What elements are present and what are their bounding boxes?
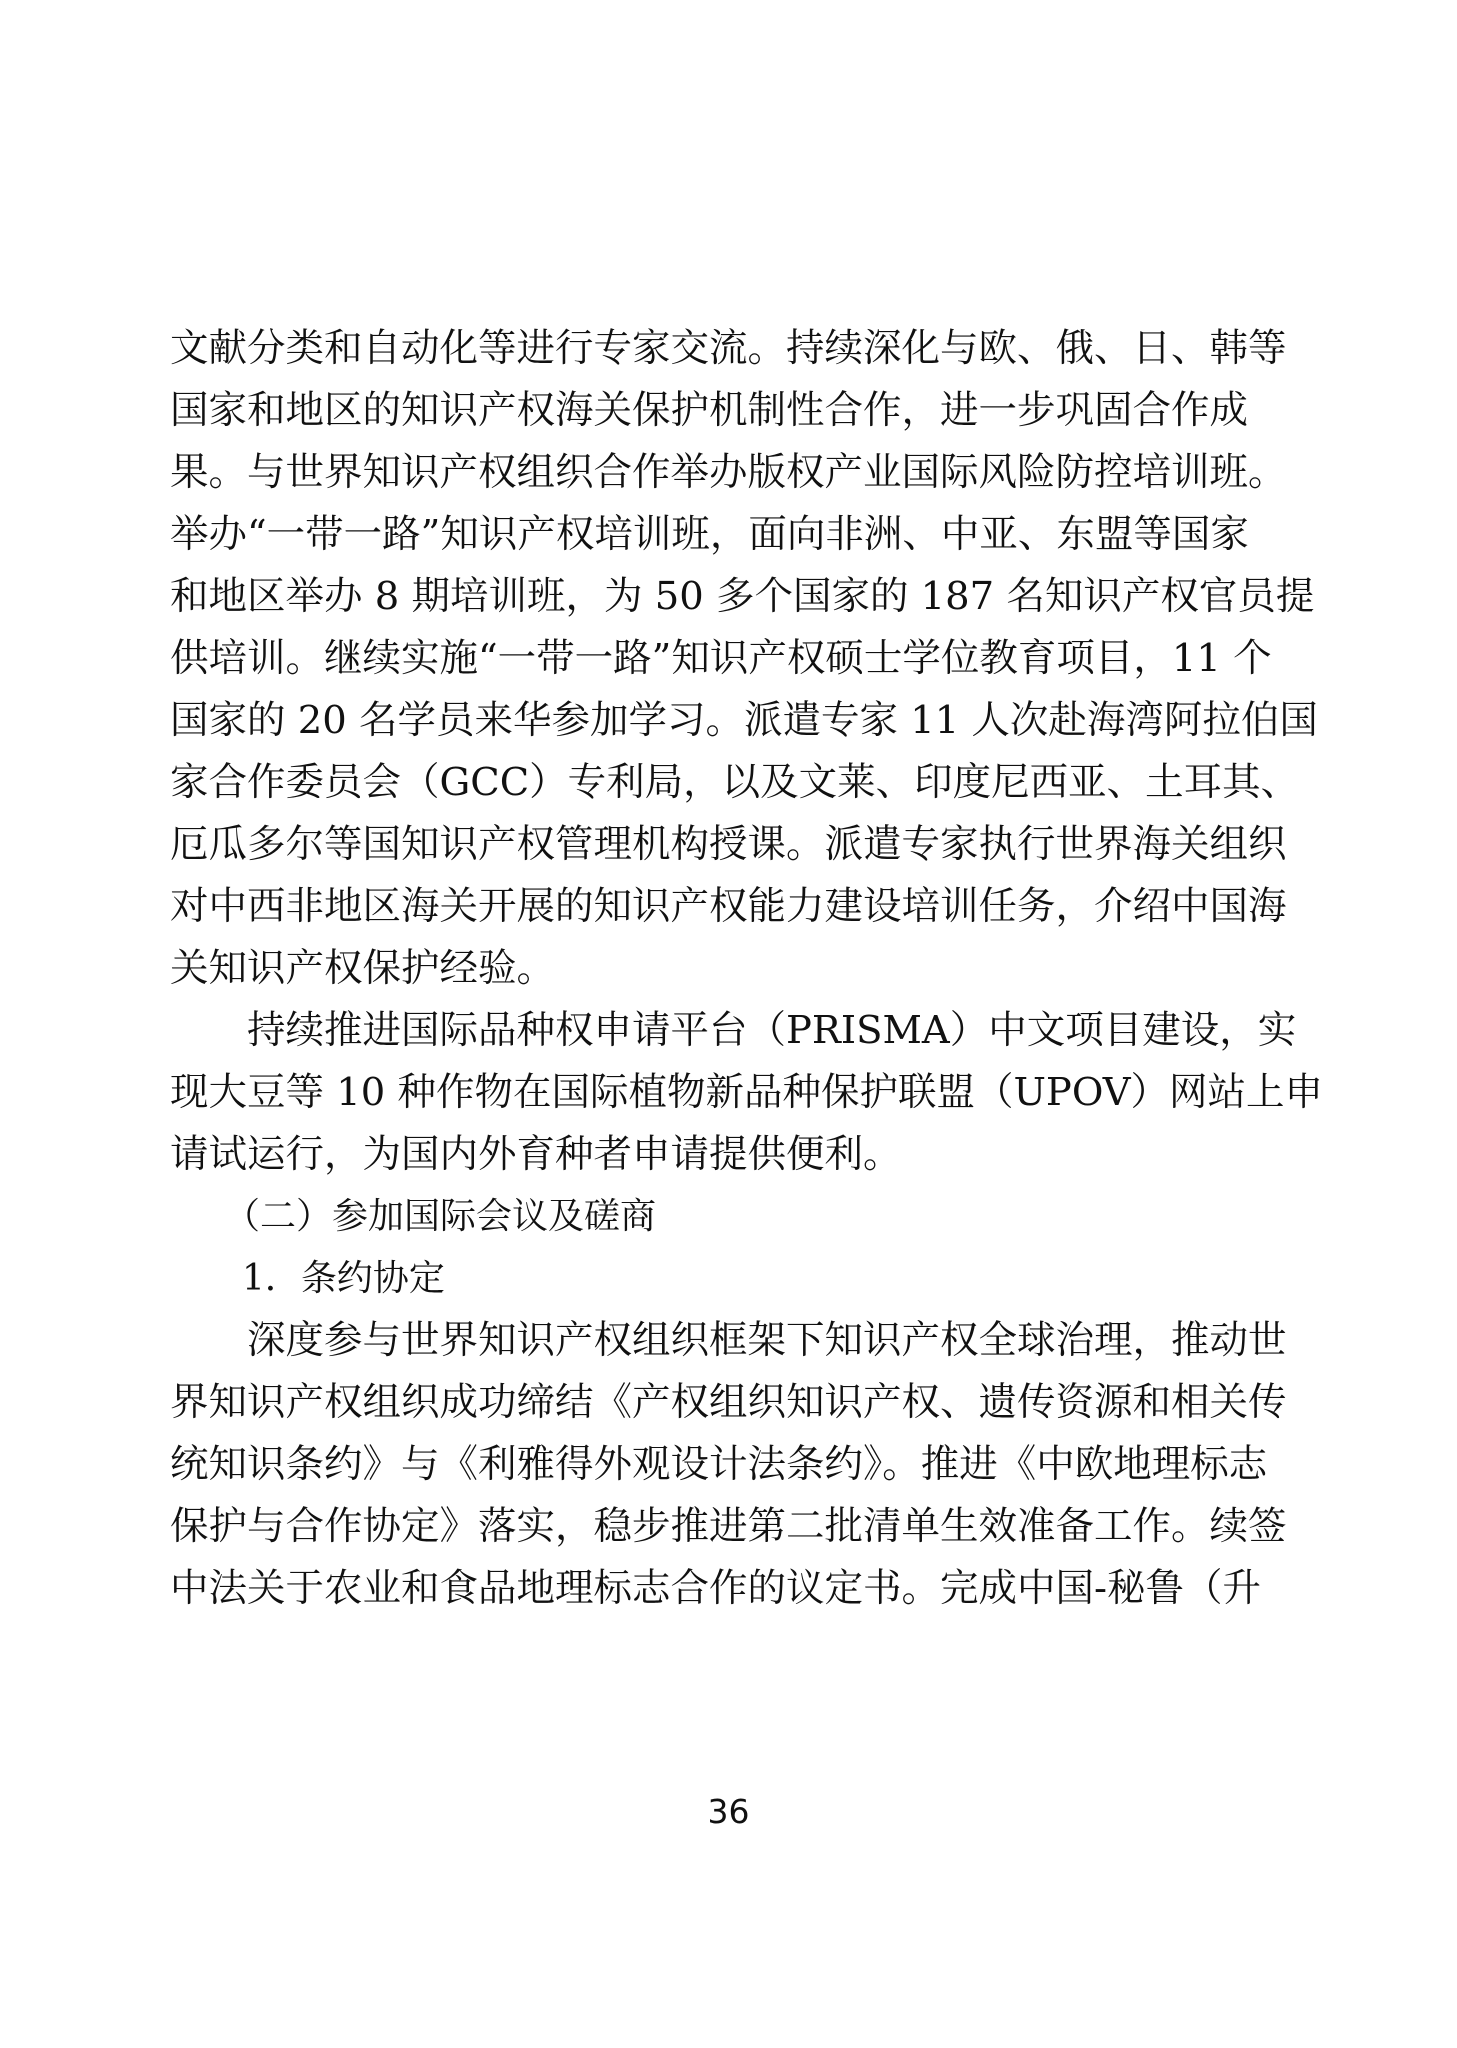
text-line: 厄瓜多尔等国知识产权管理机构授课。派遣专家执行世界海关组织 [170,822,1287,867]
body-text [170,318,1324,1620]
text-line: 持续推进国际品种权申请平台（PRISMA）中文项目建设，实 [170,1008,1297,1053]
text-line: 关知识产权保护经验。 [170,946,556,991]
text-line: 界知识产权组织成功缔结《产权组织知识产权、遗传资源和相关传 [170,1380,1287,1425]
text-line: 文献分类和自动化等进行专家交流。持续深化与欧、俄、日、韩等 [170,326,1287,371]
text-line: 对中西非地区海关开展的知识产权能力建设培训任务，介绍中国海 [170,884,1287,929]
text-line: 国家的 20 名学员来华参加学习。派遣专家 11 人次赴海湾阿拉伯国 [170,698,1318,743]
page-number: 36 [707,1792,750,1831]
text-line: 和地区举办 8 期培训班，为 50 多个国家的 187 名知识产权官员提 [170,574,1315,619]
text-line: 供培训。继续实施“一带一路”知识产权硕士学位教育项目，11 个 [170,636,1272,681]
text-line: 保护与合作协定》落实，稳步推进第二批清单生效准备工作。续签 [170,1504,1287,1549]
text-line: 家合作委员会（GCC）专利局，以及文莱、印度尼西亚、土耳其、 [170,760,1300,805]
subsection-heading: 1．条约协定 [170,1258,445,1299]
text-line: 请试运行，为国内外育种者申请提供便利。 [170,1132,902,1177]
text-line: 果。与世界知识产权组织合作举办版权产业国际风险防控培训班。 [170,450,1287,495]
section-heading: （二）参加国际会议及磋商 [170,1196,657,1237]
text-line: 统知识条约》与《利雅得外观设计法条约》。推进《中欧地理标志 [170,1442,1268,1487]
text-line: 举办“一带一路”知识产权培训班，面向非洲、中亚、东盟等国家 [170,512,1249,557]
text-line: 国家和地区的知识产权海关保护机制性合作，进一步巩固合作成 [170,388,1249,433]
text-line: 深度参与世界知识产权组织框架下知识产权全球治理，推动世 [170,1318,1287,1363]
text-line: 现大豆等 10 种作物在国际植物新品种保护联盟（UPOV）网站上申 [170,1070,1324,1115]
text-line: 中法关于农业和食品地理标志合作的议定书。完成中国-秘鲁（升 [170,1566,1262,1611]
